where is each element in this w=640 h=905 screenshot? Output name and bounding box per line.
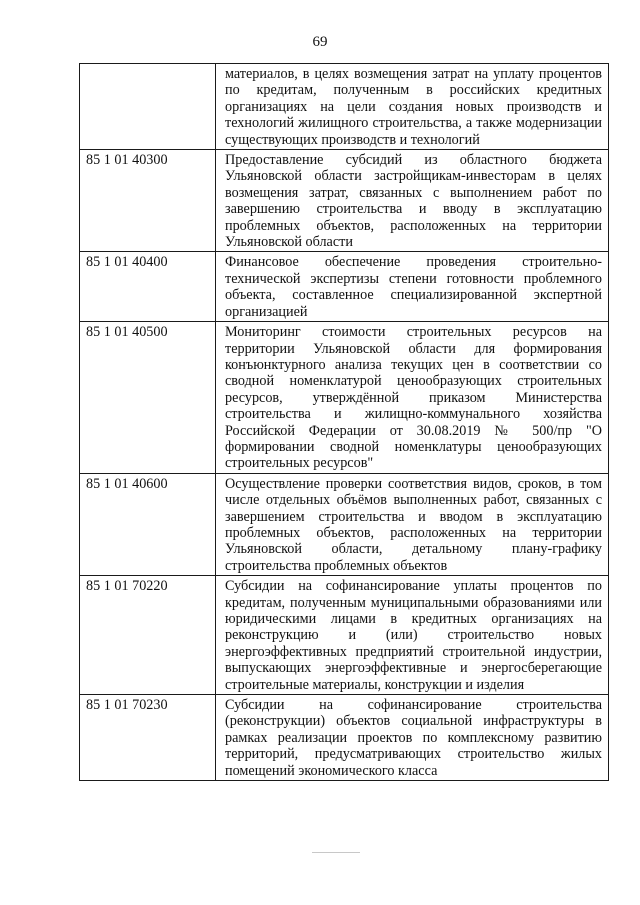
table-row [80,322,609,474]
classification-description: Финансовое обеспечение проведения строительно-технической экспертизы степени готовности проблемного объекта, составленное специализированной экспертной организацией [216,252,609,322]
page-number: 69 [312,34,328,50]
table-row [80,252,609,322]
classification-description: Осуществление проверки соответствия видов, сроков, в том числе отдельных объёмов выполненных работ, связанных с завершением строительства и вводом в эксплуатацию проблемных объектов, расположенных на территории Ульяновской области, детальному плану-графику строительства проблемных объектов [216,473,609,575]
table-row [80,695,609,781]
classification-code: 85 1 01 70230 [80,695,216,781]
classification-description: Субсидии на софинансирование строительства (реконструкции) объектов социальной инфраструктуры в рамках реализации проектов по комплексному развитию территорий, предусматривающих строительство жилых помещений экономического класса [216,695,609,781]
budget-classification-table [79,63,609,781]
classification-description: Субсидии на софинансирование уплаты процентов по кредитам, полученным муниципальными образованиями или юридическими лицами в кредитных организациях на реконструкцию и (или) строительство новых энергоэффективных предприятий строительной индустрии, выпускающих энергоэффективные и энергосберегающие строительные материалы, конструкции и изделия [216,576,609,695]
classification-code [80,64,216,150]
table-row [80,64,609,150]
table-row [80,473,609,575]
classification-code: 85 1 01 40300 [80,150,216,252]
table-row [80,150,609,252]
classification-code: 85 1 01 40500 [80,322,216,474]
classification-code: 85 1 01 40400 [80,252,216,322]
classification-description: материалов, в целях возмещения затрат на уплату процентов по кредитам, полученным в российских кредитных организациях на цели создания новых производств и технологий жилищного строительства, а также модернизации существующих производств и технологий [216,64,609,150]
table-row [80,576,609,695]
classification-code: 85 1 01 70220 [80,576,216,695]
classification-description: Мониторинг стоимости строительных ресурсов на территории Ульяновской области для формирования конъюнктурного анализа текущих цен в соответствии со сводной номенклатурой ценообразующих строительных ресурсов, утверждённой приказом Министерства строительства и жилищно-коммунального хозяйства Российской Федерации от 30.08.2019 № 500/пр "О формировании сводной номенклатуры ценообразующих строительных ресурсов" [216,322,609,474]
scan-mark [312,852,360,853]
classification-code: 85 1 01 40600 [80,473,216,575]
classification-description: Предоставление субсидий из областного бюджета Ульяновской области застройщикам-инвесторам в целях возмещения затрат, связанных с выполнением работ по завершению строительства и вводу в эксплуатацию проблемных объектов, расположенных на территории Ульяновской области [216,150,609,252]
